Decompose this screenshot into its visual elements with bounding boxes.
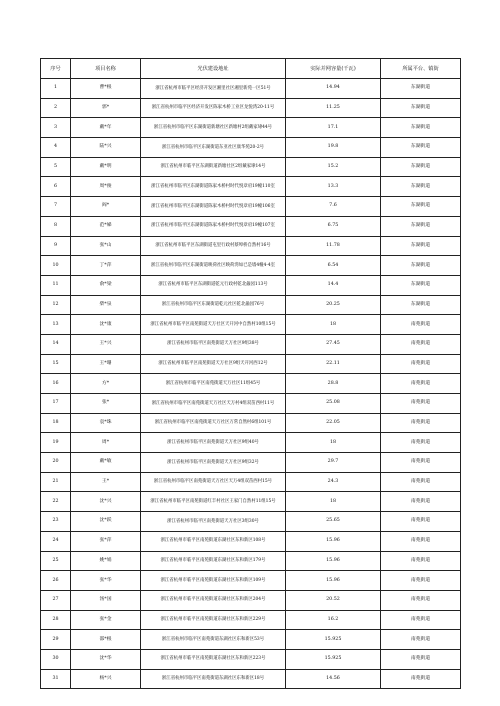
cell-platform: 东湖街道 bbox=[381, 118, 461, 138]
cell-capacity: 22.05 bbox=[286, 413, 381, 433]
cell-capacity: 22.11 bbox=[286, 354, 381, 374]
cell-platform: 东湖街道 bbox=[381, 177, 461, 197]
cell-seq: 24 bbox=[41, 531, 71, 551]
table-row bbox=[41, 413, 461, 433]
cell-capacity: 17.1 bbox=[286, 118, 381, 138]
table-row bbox=[41, 138, 461, 158]
cell-address: 浙江省杭州市临平区南苑街道东湖社区东和新区223号 bbox=[141, 649, 286, 669]
cell-address: 浙江省杭州市临平区东湖街道陈家木桥村时代悦章府19幢110室 bbox=[141, 177, 286, 197]
cell-project-name: 汤*国 bbox=[71, 590, 141, 610]
cell-capacity: 27.45 bbox=[286, 334, 381, 354]
cell-project-name: 陆*兴 bbox=[71, 138, 141, 158]
cell-platform: 南苑街道 bbox=[381, 531, 461, 551]
cell-platform: 南苑街道 bbox=[381, 610, 461, 630]
cell-capacity: 15.925 bbox=[286, 630, 381, 650]
cell-capacity: 29.7 bbox=[286, 453, 381, 473]
cell-address: 浙江省杭州市临平区东湖街道新塘社区2组戴家埭14号 bbox=[141, 157, 286, 177]
cell-capacity: 6.75 bbox=[286, 216, 381, 236]
cell-project-name: 张*金 bbox=[71, 610, 141, 630]
table-row bbox=[41, 334, 461, 354]
table-row bbox=[41, 394, 461, 414]
cell-seq: 15 bbox=[41, 354, 71, 374]
cell-platform: 南苑街道 bbox=[381, 374, 461, 394]
cell-project-name: 曹*根 bbox=[71, 79, 141, 99]
cell-address: 浙江省杭州市临平区南苑街道东湖社区东和新区109号 bbox=[141, 571, 286, 591]
cell-seq: 22 bbox=[41, 492, 71, 512]
header-project-name: 项目名称 bbox=[71, 59, 141, 79]
cell-platform: 南苑街道 bbox=[381, 551, 461, 571]
cell-platform: 南苑街道 bbox=[381, 413, 461, 433]
pv-capacity-table-page bbox=[40, 58, 460, 689]
cell-capacity: 18 bbox=[286, 492, 381, 512]
cell-address: 浙江省杭州市临平区东湖街道陈家木桥村时代悦章府19幢107室 bbox=[141, 216, 286, 236]
cell-address: 浙江省杭州市临平区南苑街道天万社区万常自然村6组101号 bbox=[141, 413, 286, 433]
header-seq: 序号 bbox=[41, 59, 71, 79]
cell-platform: 东湖街道 bbox=[381, 138, 461, 158]
cell-project-name: 周*俊 bbox=[71, 177, 141, 197]
table-row bbox=[41, 216, 461, 236]
cell-platform: 南苑街道 bbox=[381, 394, 461, 414]
cell-address: 浙江省杭州市临平区南苑街道东湖社区东和新区204号 bbox=[141, 590, 286, 610]
cell-seq: 12 bbox=[41, 295, 71, 315]
table-body bbox=[41, 79, 461, 689]
cell-address: 浙江省杭州市临平区南苑街道天万社区9组40号 bbox=[141, 433, 286, 453]
cell-capacity: 13.3 bbox=[286, 177, 381, 197]
cell-capacity: 18 bbox=[286, 315, 381, 335]
cell-platform: 南苑街道 bbox=[381, 453, 461, 473]
cell-project-name: 沈*兴 bbox=[71, 492, 141, 512]
cell-project-name: 范*娣 bbox=[71, 216, 141, 236]
cell-seq: 3 bbox=[41, 118, 71, 138]
cell-seq: 27 bbox=[41, 590, 71, 610]
cell-project-name: 王*兴 bbox=[71, 334, 141, 354]
cell-capacity: 25.08 bbox=[286, 394, 381, 414]
table-row bbox=[41, 571, 461, 591]
table-row bbox=[41, 79, 461, 99]
cell-project-name: 张*华 bbox=[71, 571, 141, 591]
table-row bbox=[41, 275, 461, 295]
cell-project-name: 俞*梁 bbox=[71, 275, 141, 295]
cell-address: 浙江省杭州市临平区南苑街道东湖社区东和新区179号 bbox=[141, 551, 286, 571]
cell-seq: 20 bbox=[41, 453, 71, 473]
cell-seq: 28 bbox=[41, 610, 71, 630]
cell-seq: 26 bbox=[41, 571, 71, 591]
cell-address: 浙江省杭州市临平区南苑街道天万社区11组45号 bbox=[141, 374, 286, 394]
cell-address: 浙江省杭州市临平区南苑街道天万社区天开河中自然村10组15号 bbox=[141, 315, 286, 335]
cell-capacity: 14.56 bbox=[286, 669, 381, 689]
cell-project-name: 戴*明 bbox=[71, 157, 141, 177]
cell-capacity: 11.25 bbox=[286, 98, 381, 118]
cell-platform: 东湖街道 bbox=[381, 79, 461, 99]
cell-seq: 7 bbox=[41, 197, 71, 217]
cell-project-name: 姚*娟 bbox=[71, 551, 141, 571]
table-row bbox=[41, 433, 461, 453]
cell-capacity: 15.96 bbox=[286, 571, 381, 591]
cell-capacity: 15.925 bbox=[286, 649, 381, 669]
table-row bbox=[41, 374, 461, 394]
table-row bbox=[41, 354, 461, 374]
cell-project-name: 张*萍 bbox=[71, 531, 141, 551]
table-row bbox=[41, 492, 461, 512]
cell-project-name: 张*山 bbox=[71, 236, 141, 256]
cell-address: 浙江省杭州市临平区东湖街道乾元社区乾北蠡园76号 bbox=[141, 295, 286, 315]
table-row bbox=[41, 197, 461, 217]
cell-project-name: 丁*萍 bbox=[71, 256, 141, 276]
table-row bbox=[41, 118, 461, 138]
cell-address: 浙江省杭州市临平区东湖街道乾元行政村乾北蠡园113号 bbox=[141, 275, 286, 295]
cell-seq: 5 bbox=[41, 157, 71, 177]
cell-seq: 4 bbox=[41, 138, 71, 158]
table-row bbox=[41, 610, 461, 630]
cell-seq: 13 bbox=[41, 315, 71, 335]
cell-address: 浙江省杭州市临平区东湖街道东亚社区康华苑20-2号 bbox=[141, 138, 286, 158]
cell-project-name: 张* bbox=[71, 394, 141, 414]
table-row bbox=[41, 157, 461, 177]
cell-address: 浙江省杭州市临平区南苑街道东湖社区东和新区229号 bbox=[141, 610, 286, 630]
cell-project-name: 沈*康 bbox=[71, 315, 141, 335]
cell-platform: 东湖街道 bbox=[381, 157, 461, 177]
cell-address: 浙江省杭州市临平区南苑街道东湖社区东和新区108号 bbox=[141, 531, 286, 551]
table-row bbox=[41, 453, 461, 473]
cell-seq: 21 bbox=[41, 472, 71, 492]
cell-platform: 南苑街道 bbox=[381, 571, 461, 591]
table-row bbox=[41, 512, 461, 532]
cell-project-name: 袁*珠 bbox=[71, 413, 141, 433]
cell-capacity: 6.54 bbox=[286, 256, 381, 276]
table-row bbox=[41, 98, 461, 118]
header-capacity: 实际并网容量(千瓦) bbox=[286, 59, 381, 79]
cell-capacity: 20.25 bbox=[286, 295, 381, 315]
cell-seq: 10 bbox=[41, 256, 71, 276]
table-row bbox=[41, 256, 461, 276]
cell-project-name: 戴*敏 bbox=[71, 453, 141, 473]
cell-seq: 31 bbox=[41, 669, 71, 689]
cell-capacity: 15.2 bbox=[286, 157, 381, 177]
cell-capacity: 11.78 bbox=[286, 236, 381, 256]
header-address: 光伏建设地址 bbox=[141, 59, 286, 79]
cell-address: 浙江省杭州市临平区南苑街道天万社区9组32号 bbox=[141, 453, 286, 473]
table-row bbox=[41, 630, 461, 650]
cell-project-name: 沈*华 bbox=[71, 649, 141, 669]
table-row bbox=[41, 531, 461, 551]
cell-platform: 东湖街道 bbox=[381, 295, 461, 315]
cell-address: 浙江省杭州市临平区南苑街道天万社区天万4组双苗西村15号 bbox=[141, 472, 286, 492]
cell-seq: 19 bbox=[41, 433, 71, 453]
cell-project-name: 郭* bbox=[71, 98, 141, 118]
cell-platform: 南苑街道 bbox=[381, 669, 461, 689]
cell-platform: 南苑街道 bbox=[381, 334, 461, 354]
cell-capacity: 16.2 bbox=[286, 610, 381, 630]
cell-address: 浙江省杭州市临平区东湖街道屯里行政村蔡埠桥自然村16号 bbox=[141, 236, 286, 256]
table-row bbox=[41, 590, 461, 610]
cell-address: 浙江省杭州市临平区经济开发区湘里社区湘里新苑一区51号 bbox=[141, 79, 286, 99]
cell-address: 浙江省杭州市临平区南苑街道红丰村社区王家门自然村11组15号 bbox=[141, 492, 286, 512]
cell-address: 浙江省杭州市临平区东湖街道新塘社区新塘村2组戴家埭44号 bbox=[141, 118, 286, 138]
cell-address: 浙江省杭州市临平区经济开发区陈家木桥工业区龙悦湾20-11号 bbox=[141, 98, 286, 118]
table-row bbox=[41, 295, 461, 315]
cell-project-name: 王*珊 bbox=[71, 354, 141, 374]
cell-platform: 南苑街道 bbox=[381, 649, 461, 669]
table-header bbox=[41, 59, 461, 79]
cell-capacity: 14.94 bbox=[286, 79, 381, 99]
cell-seq: 14 bbox=[41, 334, 71, 354]
cell-seq: 23 bbox=[41, 512, 71, 532]
cell-capacity: 7.6 bbox=[286, 197, 381, 217]
cell-project-name: 周* bbox=[71, 433, 141, 453]
cell-capacity: 14.4 bbox=[286, 275, 381, 295]
cell-seq: 18 bbox=[41, 413, 71, 433]
cell-platform: 南苑街道 bbox=[381, 630, 461, 650]
table-row bbox=[41, 551, 461, 571]
cell-address: 浙江省杭州市临平区南苑街道东湖社区东和新区18号 bbox=[141, 669, 286, 689]
cell-project-name: 杨*兴 bbox=[71, 669, 141, 689]
cell-platform: 东湖街道 bbox=[381, 275, 461, 295]
header-row bbox=[41, 59, 461, 79]
cell-platform: 南苑街道 bbox=[381, 512, 461, 532]
cell-address: 浙江省杭州市临平区东湖街道映荷社区映荷湾如已是墙4幢4-4室 bbox=[141, 256, 286, 276]
table-row bbox=[41, 177, 461, 197]
cell-capacity: 20.52 bbox=[286, 590, 381, 610]
cell-project-name: 邵*根 bbox=[71, 630, 141, 650]
cell-platform: 东湖街道 bbox=[381, 98, 461, 118]
cell-address: 浙江省杭州市临平区南苑街道天万社区9组天开河西12号 bbox=[141, 354, 286, 374]
cell-project-name: 王* bbox=[71, 472, 141, 492]
cell-platform: 南苑街道 bbox=[381, 590, 461, 610]
table-row bbox=[41, 472, 461, 492]
cell-address: 浙江省杭州市临平区南苑街道天万社区9组38号 bbox=[141, 334, 286, 354]
cell-platform: 东湖街道 bbox=[381, 216, 461, 236]
cell-project-name: 方* bbox=[71, 374, 141, 394]
cell-seq: 30 bbox=[41, 649, 71, 669]
cell-capacity: 28.8 bbox=[286, 374, 381, 394]
cell-seq: 6 bbox=[41, 177, 71, 197]
cell-capacity: 15.96 bbox=[286, 531, 381, 551]
cell-seq: 8 bbox=[41, 216, 71, 236]
cell-seq: 16 bbox=[41, 374, 71, 394]
cell-platform: 南苑街道 bbox=[381, 354, 461, 374]
cell-project-name: 阎* bbox=[71, 197, 141, 217]
cell-platform: 南苑街道 bbox=[381, 315, 461, 335]
cell-platform: 东湖街道 bbox=[381, 256, 461, 276]
cell-project-name: 柴*泉 bbox=[71, 295, 141, 315]
cell-seq: 2 bbox=[41, 98, 71, 118]
cell-seq: 1 bbox=[41, 79, 71, 99]
cell-capacity: 18 bbox=[286, 433, 381, 453]
cell-platform: 南苑街道 bbox=[381, 433, 461, 453]
cell-project-name: 沈*跃 bbox=[71, 512, 141, 532]
cell-platform: 南苑街道 bbox=[381, 472, 461, 492]
cell-address: 浙江省杭州市临平区南苑街道天万社区3组30号 bbox=[141, 512, 286, 532]
table-row bbox=[41, 315, 461, 335]
cell-platform: 东湖街道 bbox=[381, 236, 461, 256]
cell-capacity: 15.96 bbox=[286, 551, 381, 571]
cell-seq: 11 bbox=[41, 275, 71, 295]
cell-capacity: 24.3 bbox=[286, 472, 381, 492]
cell-address: 浙江省杭州市临平区南苑街道天万社区天万村4组双苗西村11号 bbox=[141, 394, 286, 414]
header-platform: 所属平台、镇街 bbox=[381, 59, 461, 79]
table-row bbox=[41, 649, 461, 669]
cell-platform: 东湖街道 bbox=[381, 197, 461, 217]
cell-project-name: 戴*年 bbox=[71, 118, 141, 138]
cell-platform: 南苑街道 bbox=[381, 492, 461, 512]
cell-address: 浙江省杭州市临平区南苑街道东湖社区东和新区53号 bbox=[141, 630, 286, 650]
table-row bbox=[41, 669, 461, 689]
cell-seq: 29 bbox=[41, 630, 71, 650]
cell-capacity: 19.8 bbox=[286, 138, 381, 158]
cell-seq: 9 bbox=[41, 236, 71, 256]
pv-capacity-table bbox=[40, 58, 461, 689]
cell-seq: 25 bbox=[41, 551, 71, 571]
cell-address: 浙江省杭州市临平区东湖街道陈家木桥村时代悦章府19幢106室 bbox=[141, 197, 286, 217]
table-row bbox=[41, 236, 461, 256]
cell-seq: 17 bbox=[41, 394, 71, 414]
cell-capacity: 25.65 bbox=[286, 512, 381, 532]
